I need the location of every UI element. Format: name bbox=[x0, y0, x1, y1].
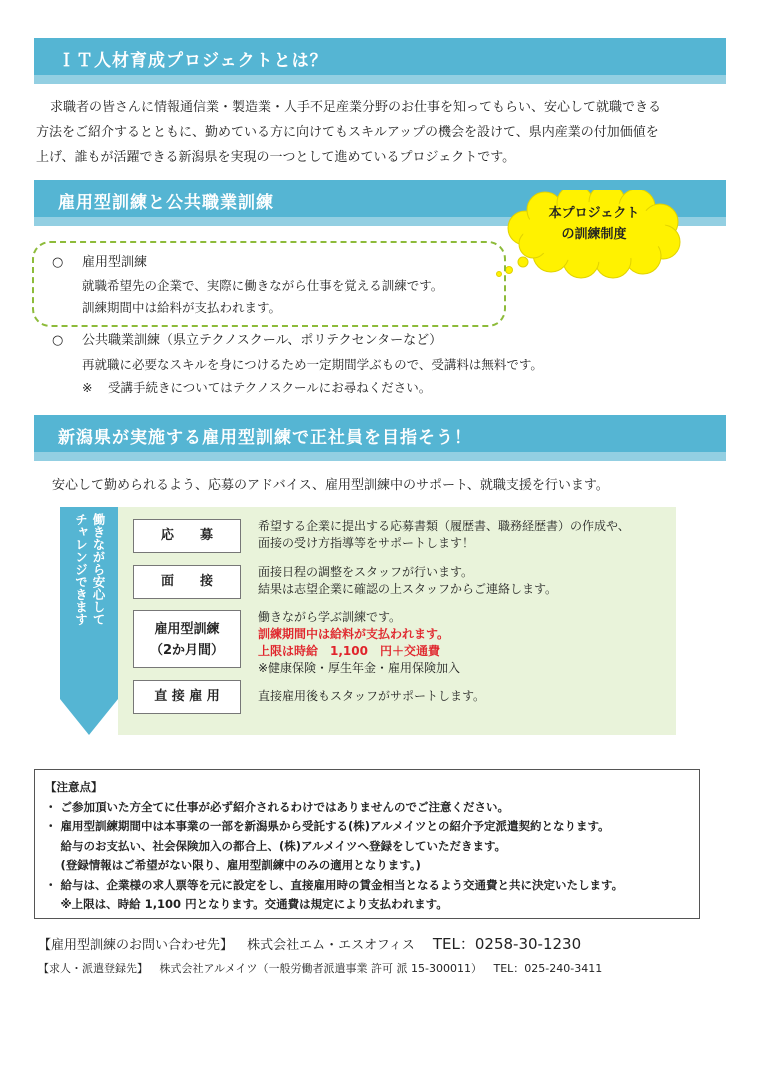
training-item-desc: 再就職に必要なスキルを身につけるため一定期間学ぶもので、受講料は無料です。 bbox=[82, 357, 543, 372]
step-desc-line: 希望する企業に提出する応募書類（履歴書、職務経歴書）の作成や、 bbox=[258, 519, 630, 533]
step-desc-line: 面接の受け方指導等をサポートします！ bbox=[258, 536, 475, 550]
notes-line: ・ ご参加頂いた方全てに仕事が必ず紹介されるわけではありませんのでご注意ください。 bbox=[45, 799, 509, 814]
step-desc-salary: 訓練期間中は給料が支払われます。 bbox=[258, 627, 450, 641]
training-item-public-mark: ○ bbox=[52, 333, 64, 348]
cloud-text bbox=[534, 203, 654, 245]
contact-registration bbox=[38, 961, 602, 977]
section-banner-it-project bbox=[34, 38, 726, 84]
training-item-employment-title: 雇用型訓練 bbox=[82, 255, 148, 270]
training-item-desc: 就職希望先の企業で、実際に働きながら仕事を覚える訓練です。 bbox=[82, 278, 444, 293]
contact-tel: TEL：025-240-3411 bbox=[493, 962, 603, 975]
step-desc-line: ※健康保険・厚生年金・雇用保険加入 bbox=[258, 661, 461, 675]
training-note-mark: ※ bbox=[82, 380, 93, 395]
notes-line: 給与のお支払い、社会保険加入の都合上、(株)アルメイツへ登録をしていただきます。 bbox=[45, 838, 507, 853]
notes-box bbox=[34, 769, 700, 919]
notes-heading: 【注意点】 bbox=[45, 780, 103, 794]
intro-line: 方法をご紹介するとともに、勤めている方に向けてもスキルアップの機会を設けて、県内産業の付加価値を bbox=[36, 125, 659, 140]
section-banner-seishain bbox=[34, 415, 726, 461]
arrow-text-col: 働きながら安心して bbox=[91, 513, 106, 626]
contact-label: 【雇用型訓練のお問い合わせ先】 bbox=[38, 938, 234, 953]
notes-line: ・ 雇用型訓練期間中は本事業の一部を新潟県から受託する(株)アルメイツとの紹介予定派遣契約となります。 bbox=[45, 819, 610, 833]
section-title: 新潟県が実施する雇用型訓練で正社員を目指そう！ bbox=[58, 428, 472, 448]
cloud-line: の訓練制度 bbox=[561, 227, 627, 242]
intro-paragraph bbox=[36, 95, 726, 170]
notes-line: ※上限は、時給 1,100 円となります。交通費は規定により支払われます。 bbox=[45, 897, 448, 911]
step-desc-line: 面接日程の調整をスタッフが行います。 bbox=[258, 565, 474, 579]
arrow-text-col: チャレンジできます bbox=[73, 513, 89, 626]
contact-tel: TEL：0258-30-1230 bbox=[432, 935, 582, 953]
step-desc-line: 働きながら学ぶ訓練です。 bbox=[258, 610, 402, 624]
intro-line: 求職者の皆さんに情報通信業・製造業・人手不足産業分野のお仕事を知ってもらい、安心して就職できる bbox=[50, 100, 662, 115]
training-note: 受講手続きについてはテクノスクールにお尋ねください。 bbox=[108, 380, 432, 395]
step-interview-desc bbox=[258, 564, 557, 598]
step-direct-hire-desc bbox=[258, 688, 485, 705]
intro-line: 上げ、誰もが活躍できる新潟県を実現の一つとして進めているプロジェクトです。 bbox=[36, 150, 516, 165]
training-item-public-title: 公共職業訓練（県立テクノスクール、ポリテクセンターなど） bbox=[82, 333, 443, 348]
contact-company: 株式会社アルメイツ（一般労働者派遣事業 許可 派 15-300011） bbox=[159, 962, 482, 975]
step-desc-line: 結果は志望企業に確認の上スタッフからご連絡します。 bbox=[258, 582, 558, 596]
step-apply: 応 募 bbox=[133, 519, 241, 553]
step-label-period: （2か月間） bbox=[149, 643, 225, 658]
step-desc-line: 直接雇用後もスタッフがサポートします。 bbox=[258, 689, 486, 703]
support-text: 安心して勤められるよう、応募のアドバイス、雇用型訓練中のサポート、就職支援を行います。 bbox=[52, 478, 609, 493]
step-desc-wage-cap: 上限は時給 1,100 円＋交通費 bbox=[258, 644, 440, 658]
contact-inquiry bbox=[38, 934, 581, 956]
notes-line: (登録情報はご希望がない限り、雇用型訓練中のみの適用となります。) bbox=[45, 858, 421, 872]
step-direct-hire: 直 接 雇 用 bbox=[133, 680, 241, 714]
step-label: 雇用型訓練 bbox=[154, 622, 220, 637]
contact-company: 株式会社エム・エスオフィス bbox=[247, 938, 415, 953]
notes-line: ・ 給与は、企業様の求人票等を元に設定をし、直接雇用時の賃金相当となるよう交通費と共に決定いたします。 bbox=[45, 877, 624, 892]
training-item-desc: 訓練期間中は給料が支払われます。 bbox=[82, 300, 282, 315]
step-training bbox=[133, 610, 241, 668]
step-training-desc bbox=[258, 609, 460, 677]
training-item-employment-mark: ○ bbox=[52, 255, 64, 270]
section-title: 雇用型訓練と公共職業訓練 bbox=[58, 193, 274, 213]
arrow-text bbox=[64, 513, 114, 626]
step-interview: 面 接 bbox=[133, 565, 241, 599]
step-apply-desc bbox=[258, 518, 630, 552]
section-title: ＩＴ人材育成プロジェクトとは？ bbox=[58, 51, 328, 71]
cloud-line: 本プロジェクト bbox=[548, 206, 640, 221]
contact-label: 【求人・派遣登録先】 bbox=[38, 962, 148, 975]
